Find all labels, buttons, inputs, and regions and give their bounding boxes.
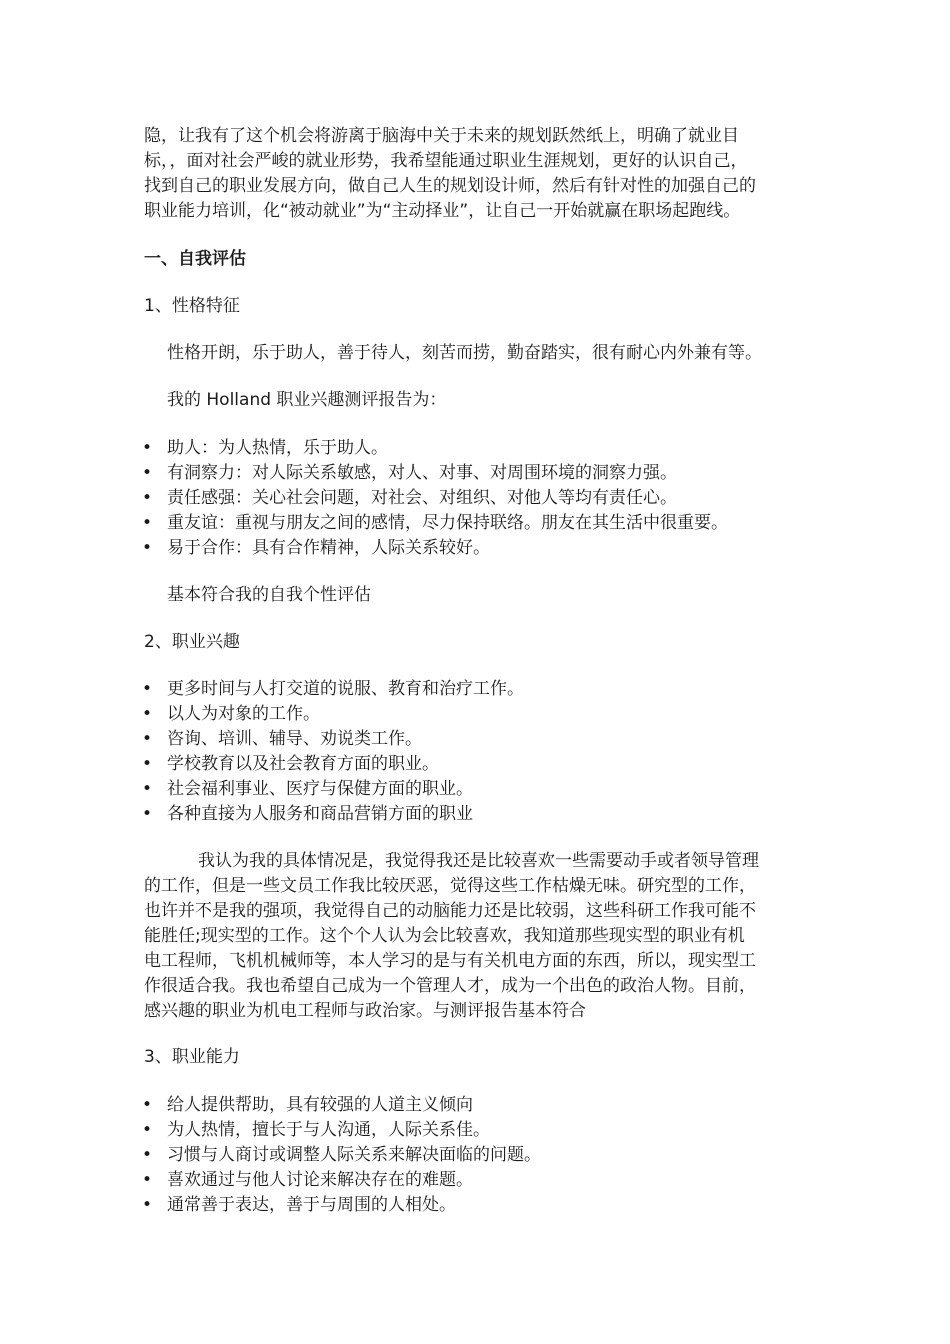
intro-line: 职业能力培训，化“被动就业”为“主动择业”，让自己一开始就赢在职场起跑线。 bbox=[144, 201, 741, 221]
abilities-list bbox=[141, 1093, 541, 1218]
personality-description: 性格开朗，乐于助人，善于待人，刻苦而捞，勤奋踏实，很有耐心内外兼有等。 bbox=[167, 343, 762, 363]
bullet-icon: • bbox=[141, 488, 153, 508]
list-item: • 喜欢通过与他人讨论来解决存在的难题。 bbox=[141, 1168, 541, 1193]
bullet-icon: • bbox=[141, 679, 153, 699]
list-item: • 助人：为人热情，乐于助人。 bbox=[141, 436, 728, 461]
bullet-icon: • bbox=[141, 438, 153, 458]
bullet-icon: • bbox=[141, 1120, 153, 1140]
bullet-icon: • bbox=[141, 779, 153, 799]
bullet-icon: • bbox=[141, 804, 153, 824]
list-item: • 给人提供帮助，具有较强的人道主义倾向 bbox=[141, 1093, 541, 1118]
intro-line: 隐，让我有了这个机会将游离于脑海中关于未来的规划跃然纸上，明确了就业目 bbox=[144, 126, 739, 146]
holland-intro: 我的 Holland 职业兴趣测评报告为： bbox=[167, 390, 447, 410]
bullet-icon: • bbox=[141, 704, 153, 724]
list-item: • 社会福利事业、医疗与保健方面的职业。 bbox=[141, 777, 524, 802]
bullet-icon: • bbox=[141, 1145, 153, 1165]
section-title-self-assessment: 一、自我评估 bbox=[144, 249, 246, 269]
interests-list bbox=[141, 677, 524, 827]
bullet-icon: • bbox=[141, 1195, 153, 1215]
intro-line: 找到自己的职业发展方向，做自己人生的规划设计师，然后有针对性的加强自己的 bbox=[144, 176, 756, 196]
interests-analysis-paragraph bbox=[144, 849, 824, 1024]
paragraph-line: 我认为我的具体情况是，我觉得我还是比较喜欢一些需要动手或者领导管理 bbox=[198, 851, 759, 871]
holland-traits-list bbox=[141, 436, 728, 561]
intro-paragraph bbox=[144, 124, 824, 224]
bullet-icon: • bbox=[141, 538, 153, 558]
list-item: • 习惯与人商讨或调整人际关系来解决面临的问题。 bbox=[141, 1143, 541, 1168]
paragraph-line: 电工程师，飞机机械师等，本人学习的是与有关机电方面的东西，所以，现实型工 bbox=[144, 951, 756, 971]
heading-interests: 2、职业兴趣 bbox=[144, 632, 240, 652]
list-item: • 更多时间与人打交道的说服、教育和治疗工作。 bbox=[141, 677, 524, 702]
bullet-icon: • bbox=[141, 1095, 153, 1115]
list-item: • 为人热情，擅长于与人沟通，人际关系佳。 bbox=[141, 1118, 541, 1143]
list-item: • 重友谊：重视与朋友之间的感情，尽力保持联络。朋友在其生活中很重要。 bbox=[141, 511, 728, 536]
bullet-icon: • bbox=[141, 513, 153, 533]
paragraph-line: 感兴趣的职业为机电工程师与政治家。与测评报告基本符合 bbox=[144, 1001, 586, 1021]
personality-conclusion: 基本符合我的自我个性评估 bbox=[167, 585, 371, 605]
paragraph-line: 作很适合我。我也希望自己成为一个管理人才，成为一个出色的政治人物。目前， bbox=[144, 976, 756, 996]
bullet-icon: • bbox=[141, 729, 153, 749]
intro-line: 标，，面对社会严峻的就业形势，我希望能通过职业生涯规划，更好的认识自己， bbox=[144, 151, 748, 171]
list-item: • 以人为对象的工作。 bbox=[141, 702, 524, 727]
list-item: • 学校教育以及社会教育方面的职业。 bbox=[141, 752, 524, 777]
paragraph-line: 也许并不是我的强项，我觉得自己的动脑能力还是比较弱，这些科研工作我可能不 bbox=[144, 901, 756, 921]
heading-abilities: 3、职业能力 bbox=[144, 1047, 240, 1067]
bullet-icon: • bbox=[141, 754, 153, 774]
list-item: • 咨询、培训、辅导、劝说类工作。 bbox=[141, 727, 524, 752]
heading-personality: 1、性格特征 bbox=[144, 296, 240, 316]
list-item: • 责任感强：关心社会问题，对社会、对组织、对他人等均有责任心。 bbox=[141, 486, 728, 511]
list-item: • 各种直接为人服务和商品营销方面的职业 bbox=[141, 802, 524, 827]
bullet-icon: • bbox=[141, 463, 153, 483]
paragraph-line: 的工作，但是一些文员工作我比较厌恶，觉得这些工作枯燥无味。研究型的工作， bbox=[144, 876, 756, 896]
bullet-icon: • bbox=[141, 1170, 153, 1190]
list-item: • 有洞察力：对人际关系敏感，对人、对事、对周围环境的洞察力强。 bbox=[141, 461, 728, 486]
list-item: • 易于合作：具有合作精神，人际关系较好。 bbox=[141, 536, 728, 561]
paragraph-line: 能胜任;现实型的工作。这个个人认为会比较喜欢，我知道那些现实型的职业有机 bbox=[144, 926, 745, 946]
list-item: • 通常善于表达，善于与周围的人相处。 bbox=[141, 1193, 541, 1218]
